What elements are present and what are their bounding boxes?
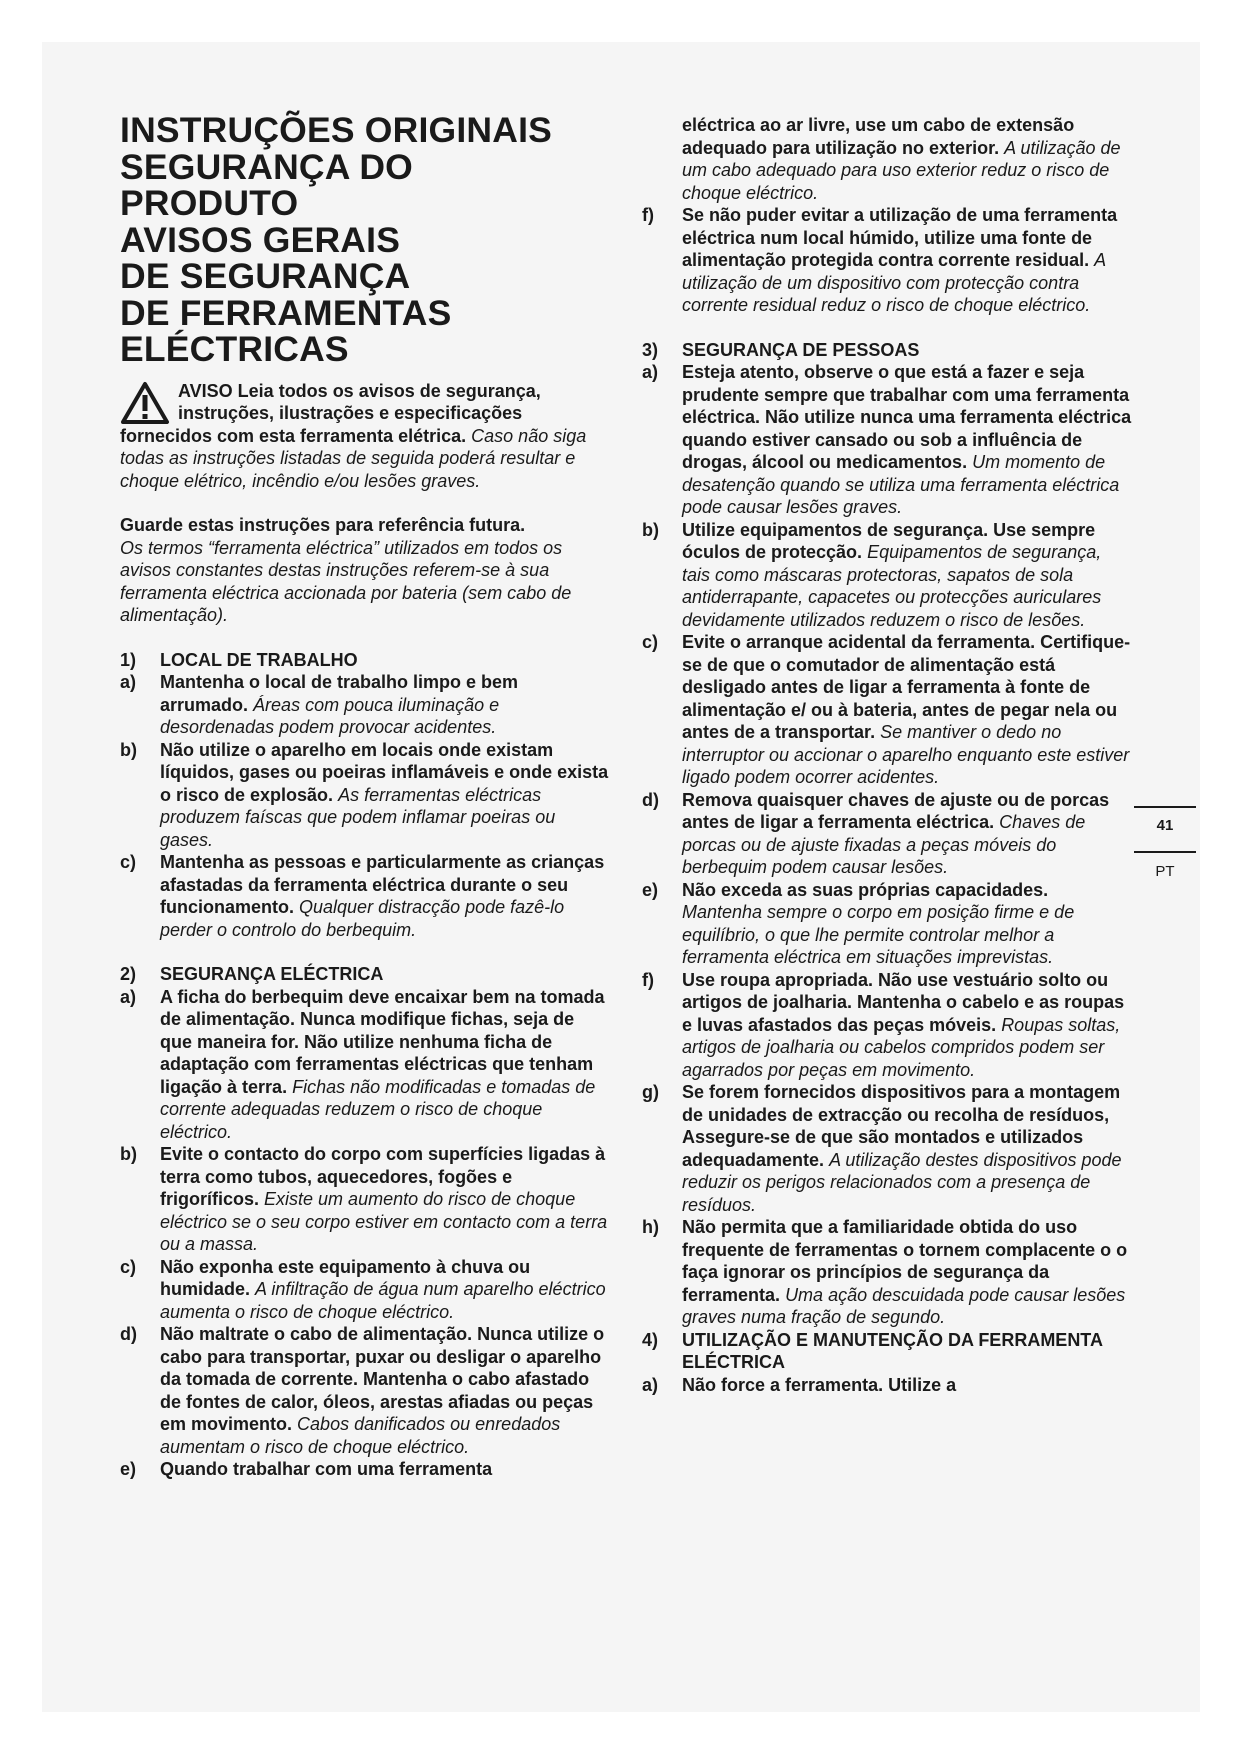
list-item: a) Mantenha o local de trabalho limpo e bem arrumado. Áreas com pouca iluminação e desordenadas podem provocar acidentes. [120,672,519,737]
title-line: DE FERRAMENTAS [120,292,452,333]
list-item: b) Evite o contacto do corpo com superfícies ligadas à terra como tubos, aquecedores, fogões e frigoríficos. Existe um aumento do risco de choque eléctrico se o seu corpo estiver em contacto com a terra ou a massa. [120,1144,608,1254]
title-line: SEGURANÇA DO [120,146,413,187]
keep-italic-text: Os termos “ferramenta eléctrica” utilizados em todos os avisos constantes destas instruções referem-se à sua ferramenta eléctrica accionada por bateria (sem cabo de alimentação). [120,537,572,625]
list-item: c) Mantenha as pessoas e particularmente as crianças afastadas da ferramenta eléctrica durante o seu funcionamento. Qualquer distracção pode fazê-lo perder o controlo do berbequim. [120,852,605,940]
warning-triangle-icon [120,381,170,425]
section-heading-tool-use: 4) UTILIZAÇÃO E MANUTENÇÃO DA FERRAMENTA ELÉCTRICA [642,1329,1103,1372]
section-heading-work-area: 1) LOCAL DE TRABALHO [120,649,358,670]
list-item: d) Remova quaisquer chaves de ajuste ou de porcas antes de ligar a ferramenta eléctrica. Chaves de porcas ou de ajuste fixadas a peças móveis do berbequim podem causar lesões. [642,789,1110,877]
section-heading-electrical-safety: 2) SEGURANÇA ELÉCTRICA [120,964,384,984]
title-line: INSTRUÇÕES ORIGINAIS [120,110,553,150]
side-tab-bottom-rule [1134,851,1196,853]
left-column [120,112,610,1481]
keep-bold-text: Guarde estas instruções para referência futura. [120,515,526,535]
list-item: f) Se não puder evitar a utilização de uma ferramenta eléctrica num local húmido, utilize uma fonte de alimentação protegida contra corrente residual. A utilização de um dispositivo com protecção contra corrente residual reduz o risco de choque eléctrico. [642,205,1118,315]
list-item: b) Não utilize o aparelho em locais onde existam líquidos, gases ou poeiras inflamáveis e onde exista o risco de explosão. As ferramentas eléctricas produzem faíscas que podem inflamar poeiras ou gases. [120,739,609,850]
list-item: c) Evite o arranque acidental da ferramenta. Certifique-se de que o comutador de alimentação está desligado antes de ligar a ferramenta à fonte de alimentação e/ ou à bateria, antes de pegar nela ou antes de a transportar. Se mantiver o dedo no interruptor ou accionar o aparelho enquanto este estiver ligado podem ocorrer acidentes. [642,632,1131,787]
right-column [642,114,1132,1396]
title-line: DE SEGURANÇA [120,256,411,296]
side-tab-top-rule [1134,806,1196,808]
page-title [120,112,610,368]
list-item: h) Não permita que a familiaridade obtida do uso frequente de ferramentas o tornem complacente o o faça ignorar os princípios de segurança da ferramenta. Uma ação descuidada pode causar lesões graves numa fração de segundo. [642,1217,1128,1327]
page-number: 41 [1156,817,1174,834]
keep-instructions [120,514,610,627]
list-item: a) Esteja atento, observe o que está a fazer e seja prudente sempre que trabalhar com uma ferramenta eléctrica. Não utilize nunca uma ferramenta eléctrica quando estiver cansado ou sob a influência de drogas, álcool ou medicamentos. Um momento de desatenção quando se utiliza uma ferramenta eléctrica pode causar lesões graves. [642,362,1132,517]
warning-paragraph [120,380,610,493]
warning-italic-text: Caso não siga todas as instruções listadas de seguida poderá resultar e choque elétrico, incêndio e/ou lesões graves. [120,425,587,491]
list-item: d) Não maltrate o cabo de alimentação. Nunca utilize o cabo para transportar, puxar ou desligar o aparelho da tomada de corrente. Mantenha o cabo afastado de fontes de calor, óleos, arestas afiadas ou peças em movimento. Cabos danificados ou enredados aumentam o risco de choque eléctrico. [120,1324,605,1457]
section-heading-personal-safety: 3) SEGURANÇA DE PESSOAS [642,339,920,360]
list-item: b) Utilize equipamentos de segurança. Use sempre óculos de protecção. Equipamentos de segurança, tais como máscaras protectoras, sapatos de sola antiderrapante, capacetes ou protecções auriculares devidamente utilizados reduzem o risco de lesões. [642,519,1102,630]
title-line: PRODUTO [120,183,299,223]
list-item: e) Quando trabalhar com uma ferramenta [120,1459,493,1479]
list-item: a) Não force a ferramenta. Utilize a [642,1374,957,1395]
list-item: c) Não exponha este equipamento à chuva ou humidade. A infiltração de água num aparelho eléctrico aumenta o risco de choque eléctrico. [120,1256,606,1322]
title-line: ELÉCTRICAS [120,329,349,369]
warning-bold-text: AVISO Leia todos os avisos de segurança, instruções, ilustrações e especificações fornecidos com esta ferramenta elétrica. [120,380,541,446]
list-item: e) Não exceda as suas próprias capacidades. Mantenha sempre o corpo em posição firme e de equilíbrio, o que lhe permite controlar melhor a ferramenta eléctrica em situações imprevistas. [642,879,1075,967]
title-line: AVISOS GERAIS [120,219,401,260]
list-item: f) Use roupa apropriada. Não use vestuário solto ou artigos de joalharia. Mantenha o cabelo e as roupas e luvas afastados das peças móveis. Roupas soltas, artigos de joalharia ou cabelos compridos podem ser agarrados por peças em movimento. [642,969,1125,1080]
continued-item: eléctrica ao ar livre, use um cabo de extensão adequado para utilização no exterior. A utilização de um cabo adequado para uso exterior reduz o risco de choque eléctrico. [682,115,1121,203]
list-item: a) A ficha do berbequim deve encaixar bem na tomada de alimentação. Nunca modifique fichas, seja de que maneira for. Não utilize nenhuma ficha de adaptação com ferramentas eléctricas que tenham ligação à terra. Fichas não modificadas e tomadas de corrente adequadas reduzem o risco de choque eléctrico. [120,986,605,1142]
language-code: PT [1155,863,1175,880]
list-item: g) Se forem fornecidos dispositivos para a montagem de unidades de extracção ou recolha de resíduos, Assegure-se de que são montados e utilizados adequadamente. A utilização destes dispositivos pode reduzir os perigos relacionados com a presença de resíduos. [642,1082,1122,1215]
